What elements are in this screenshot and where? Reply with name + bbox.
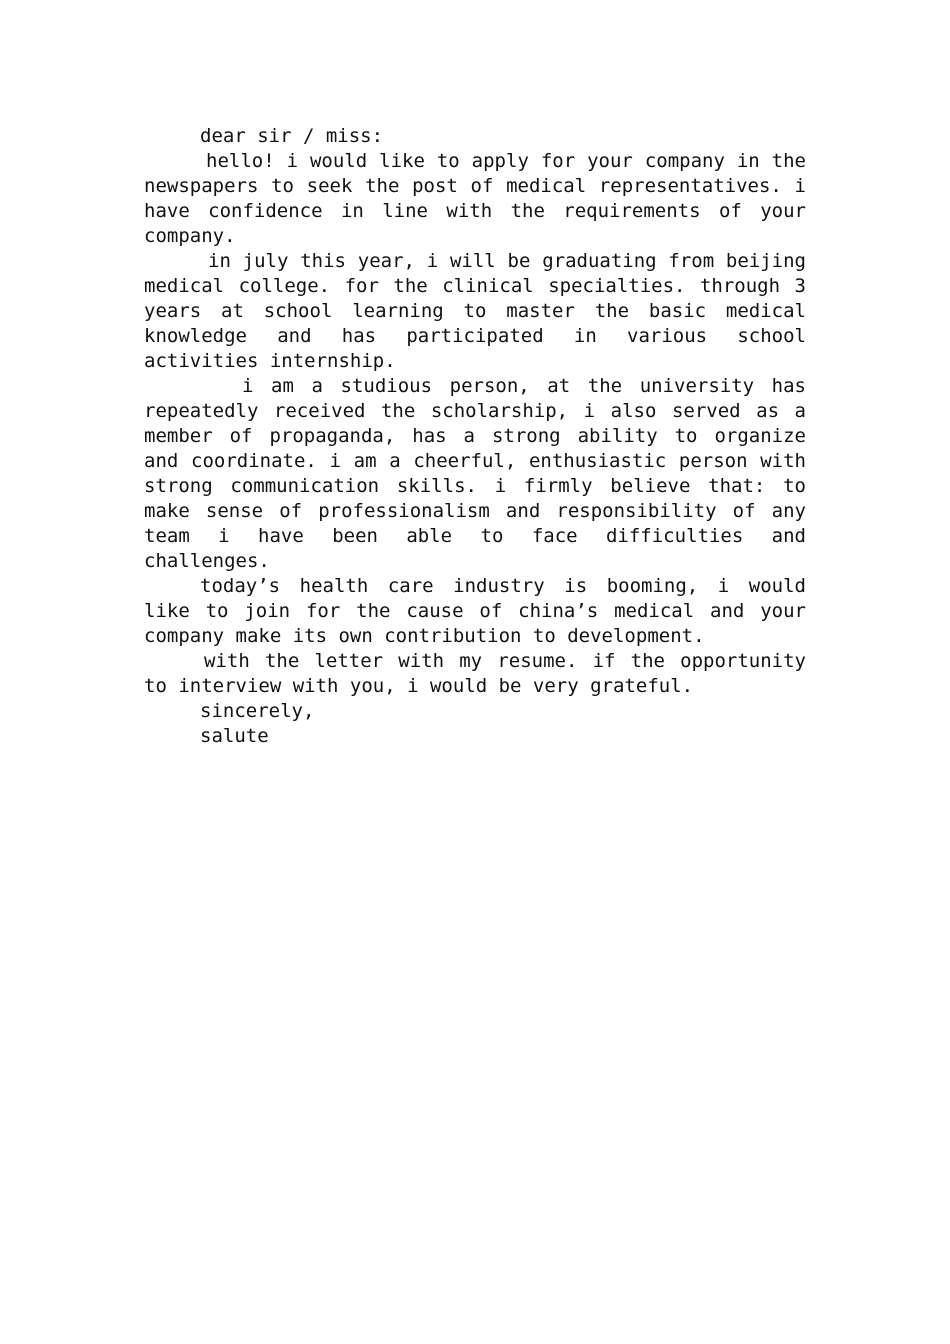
paragraph-intro: hello! i would like to apply for your company in the newspapers to seek the post of medical representatives. i have confidence in line with the requirements of your company. — [144, 150, 806, 247]
paragraph-personal-qualities: i am a studious person, at the university has repeatedly received the scholarship, i also served as a member of propaganda, has a strong ability to organize and coordinate. i am a cheerful, enthusiastic person with strong communication skills. i firmly believe that: to make sense of professionalism and responsibility of any team i have been able to face difficulties and challenges. — [144, 375, 806, 572]
paragraph-resume: with the letter with my resume. if the opportunity to interview with you, i would be very grateful. — [144, 650, 806, 697]
signoff: salute — [200, 725, 269, 747]
salutation: dear sir / miss: — [200, 125, 384, 147]
closing: sincerely, — [200, 700, 315, 722]
paragraph-industry: today’s health care industry is booming, i would like to join for the cause of china’s medical and your company make its own contribution to development. — [144, 575, 806, 647]
paragraph-education: in july this year, i will be graduating from beijing medical college. for the clinical specialties. through 3 years at school learning to master the basic medical knowledge and has participated in various school activities internship. — [144, 250, 806, 372]
cover-letter — [144, 124, 806, 749]
